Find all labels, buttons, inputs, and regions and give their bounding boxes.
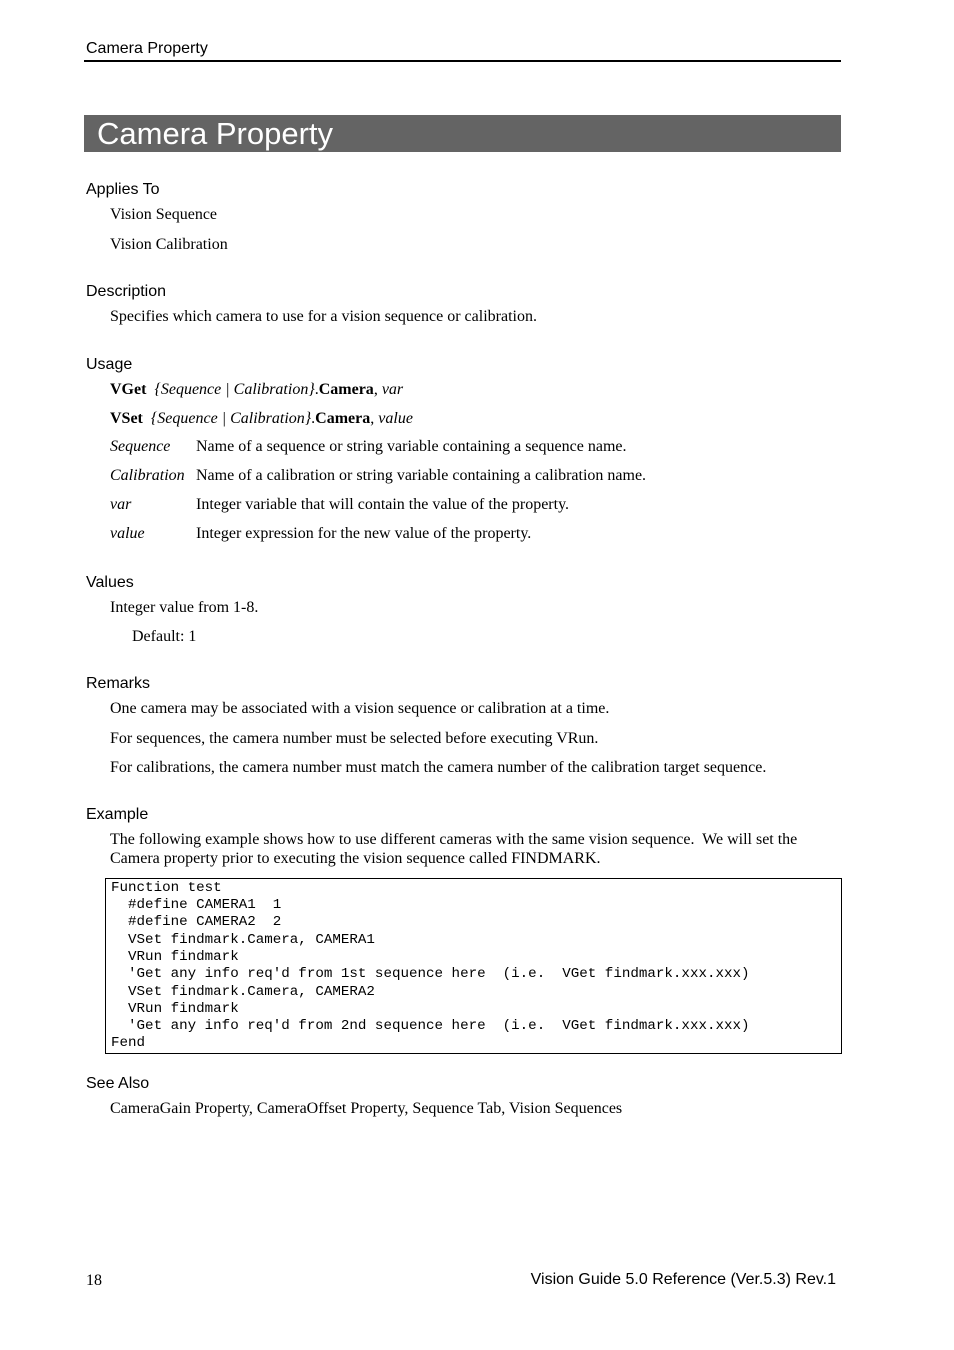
see-also-heading: See Also xyxy=(86,1075,150,1092)
usage-separator: , xyxy=(373,381,382,398)
page-title: Camera Property xyxy=(97,116,334,151)
code-line: VRun findmark xyxy=(111,1001,239,1017)
code-line: 'Get any info req'd from 2nd sequence here (i.e. VGet findmark.xxx.xxx) xyxy=(111,1018,750,1034)
param-description: Name of a sequence or string variable containing a sequence name. xyxy=(196,438,627,455)
remarks-line: One camera may be associated with a vision sequence or calibration at a time. xyxy=(110,700,610,717)
param-name: var xyxy=(110,496,132,513)
usage-dot: . xyxy=(314,381,319,398)
param-name: Calibration xyxy=(110,467,185,484)
code-line: #define CAMERA2 2 xyxy=(111,914,282,930)
param-name: Sequence xyxy=(110,438,171,455)
usage-argument: value xyxy=(378,410,413,427)
description-heading: Description xyxy=(86,283,167,300)
usage-target: {Sequence | Calibration} xyxy=(154,381,315,398)
footer-doc-title: Vision Guide 5.0 Reference (Ver.5.3) Rev.1 xyxy=(530,1271,836,1288)
remarks-heading: Remarks xyxy=(86,675,151,692)
code-line: Function test xyxy=(111,880,222,896)
title-bar xyxy=(84,115,841,152)
description-text: Specifies which camera to use for a vision sequence or calibration. xyxy=(110,308,537,325)
param-description: Name of a calibration or string variable containing a calibration name. xyxy=(196,467,647,484)
usage-vset-line xyxy=(110,409,413,429)
param-name: value xyxy=(110,525,145,542)
code-line: 'Get any info req'd from 1st sequence here (i.e. VGet findmark.xxx.xxx) xyxy=(111,966,750,982)
code-line: Fend xyxy=(111,1035,146,1051)
code-line: #define CAMERA1 1 xyxy=(111,897,282,913)
usage-dot: . xyxy=(311,410,316,427)
usage-command: VGet xyxy=(110,381,147,398)
applies-to-item: Vision Sequence xyxy=(110,206,218,223)
usage-argument: var xyxy=(381,381,404,398)
usage-heading: Usage xyxy=(86,356,133,373)
header-rule xyxy=(84,60,841,62)
page-number: 18 xyxy=(86,1272,102,1289)
code-line: VSet findmark.Camera, CAMERA1 xyxy=(111,932,375,948)
code-block xyxy=(105,878,842,1054)
param-description: Integer expression for the new value of the property. xyxy=(196,525,532,542)
remarks-line: For sequences, the camera number must be selected before executing VRun. xyxy=(110,730,599,747)
code-line: VSet findmark.Camera, CAMERA2 xyxy=(111,984,375,1000)
running-header: Camera Property xyxy=(86,40,208,57)
see-also-links: CameraGain Property, CameraOffset Property, Sequence Tab, Vision Sequences xyxy=(110,1100,623,1117)
usage-property: Camera xyxy=(315,410,371,427)
values-text: Integer value from 1-8. xyxy=(110,599,259,616)
applies-to-heading: Applies To xyxy=(86,181,160,198)
usage-separator: , xyxy=(370,410,379,427)
example-intro: Camera property prior to executing the vision sequence called FINDMARK. xyxy=(110,850,601,867)
code-line: VRun findmark xyxy=(111,949,239,965)
param-description: Integer variable that will contain the value of the property. xyxy=(196,496,570,513)
values-default: Default: 1 xyxy=(132,628,197,645)
usage-command: VSet xyxy=(110,410,143,427)
values-heading: Values xyxy=(86,574,134,591)
example-intro: The following example shows how to use different cameras with the same vision sequence. We will set the xyxy=(110,831,798,848)
usage-target: {Sequence | Calibration} xyxy=(150,410,312,427)
example-heading: Example xyxy=(86,806,149,823)
usage-vget-line xyxy=(110,380,403,400)
remarks-line: For calibrations, the camera number must match the camera number of the calibration target sequence. xyxy=(110,759,767,776)
usage-property: Camera xyxy=(318,381,374,398)
applies-to-item: Vision Calibration xyxy=(110,236,228,253)
